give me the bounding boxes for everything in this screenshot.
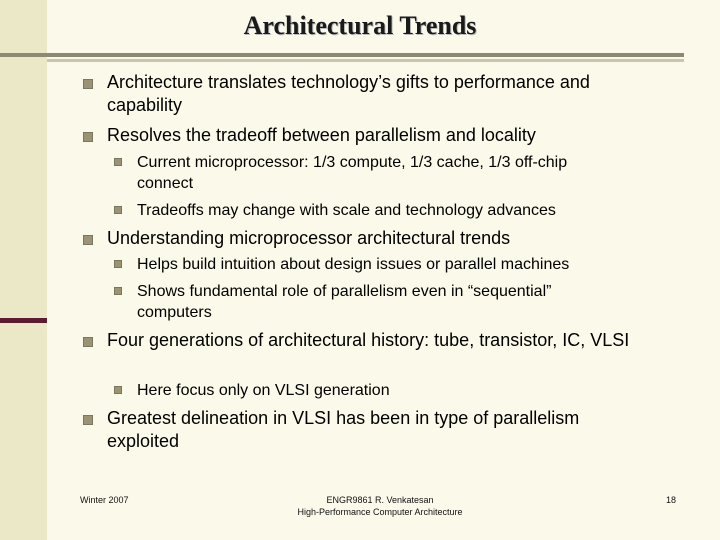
bullet-text: Current microprocessor: 1/3 compute, 1/3 cache, 1/3 off-chip connect bbox=[137, 154, 568, 192]
footer-date: Winter 2007 bbox=[80, 495, 129, 505]
bullet-item bbox=[112, 200, 657, 221]
square-bullet-icon bbox=[83, 235, 93, 245]
bullet-text: Architecture translates technology’s gifts to performance and capability bbox=[107, 72, 590, 115]
bullet-item bbox=[59, 329, 647, 352]
bullet-item bbox=[59, 227, 667, 250]
footer-center bbox=[230, 494, 530, 518]
accent-bar bbox=[0, 318, 47, 323]
square-bullet-icon bbox=[114, 158, 122, 166]
bullet-item bbox=[59, 71, 667, 117]
footer-course-title: High-Performance Computer Architecture bbox=[297, 507, 463, 517]
bullet-item bbox=[112, 380, 627, 401]
bullet-item bbox=[112, 152, 627, 194]
bullet-text: Understanding microprocessor architectural trends bbox=[107, 228, 511, 248]
bullet-text: Four generations of architectural history: tube, transistor, IC, VLSI bbox=[107, 330, 630, 350]
bullet-text: Resolves the tradeoff between parallelism and locality bbox=[107, 125, 536, 145]
square-bullet-icon bbox=[114, 206, 122, 214]
bullet-text: Helps build intuition about design issues or parallel machines bbox=[137, 256, 570, 273]
square-bullet-icon bbox=[114, 386, 122, 394]
left-decorative-strip bbox=[0, 0, 47, 540]
page-number: 18 bbox=[666, 495, 677, 505]
bullet-text: Shows fundamental role of parallelism even in “sequential” computers bbox=[137, 283, 552, 321]
square-bullet-icon bbox=[83, 132, 93, 142]
title-divider-left bbox=[0, 53, 47, 57]
square-bullet-icon bbox=[83, 337, 93, 347]
bullet-text: Here focus only on VLSI generation bbox=[137, 382, 390, 399]
square-bullet-icon bbox=[114, 260, 122, 268]
title-divider bbox=[47, 53, 684, 57]
bullet-text: Greatest delineation in VLSI has been in type of parallelism exploited bbox=[107, 408, 580, 451]
bullet-text: Tradeoffs may change with scale and technology advances bbox=[137, 202, 556, 219]
bullet-item bbox=[112, 281, 627, 323]
square-bullet-icon bbox=[114, 287, 122, 295]
title-divider-shadow bbox=[47, 59, 684, 62]
bullet-item bbox=[59, 124, 667, 147]
slide-title: Architectural Trends bbox=[243, 11, 477, 40]
square-bullet-icon bbox=[83, 79, 93, 89]
square-bullet-icon bbox=[83, 415, 93, 425]
bullet-item bbox=[112, 254, 657, 275]
bullet-item bbox=[59, 407, 647, 453]
footer-course: ENGR9861 R. Venkatesan bbox=[326, 495, 434, 505]
